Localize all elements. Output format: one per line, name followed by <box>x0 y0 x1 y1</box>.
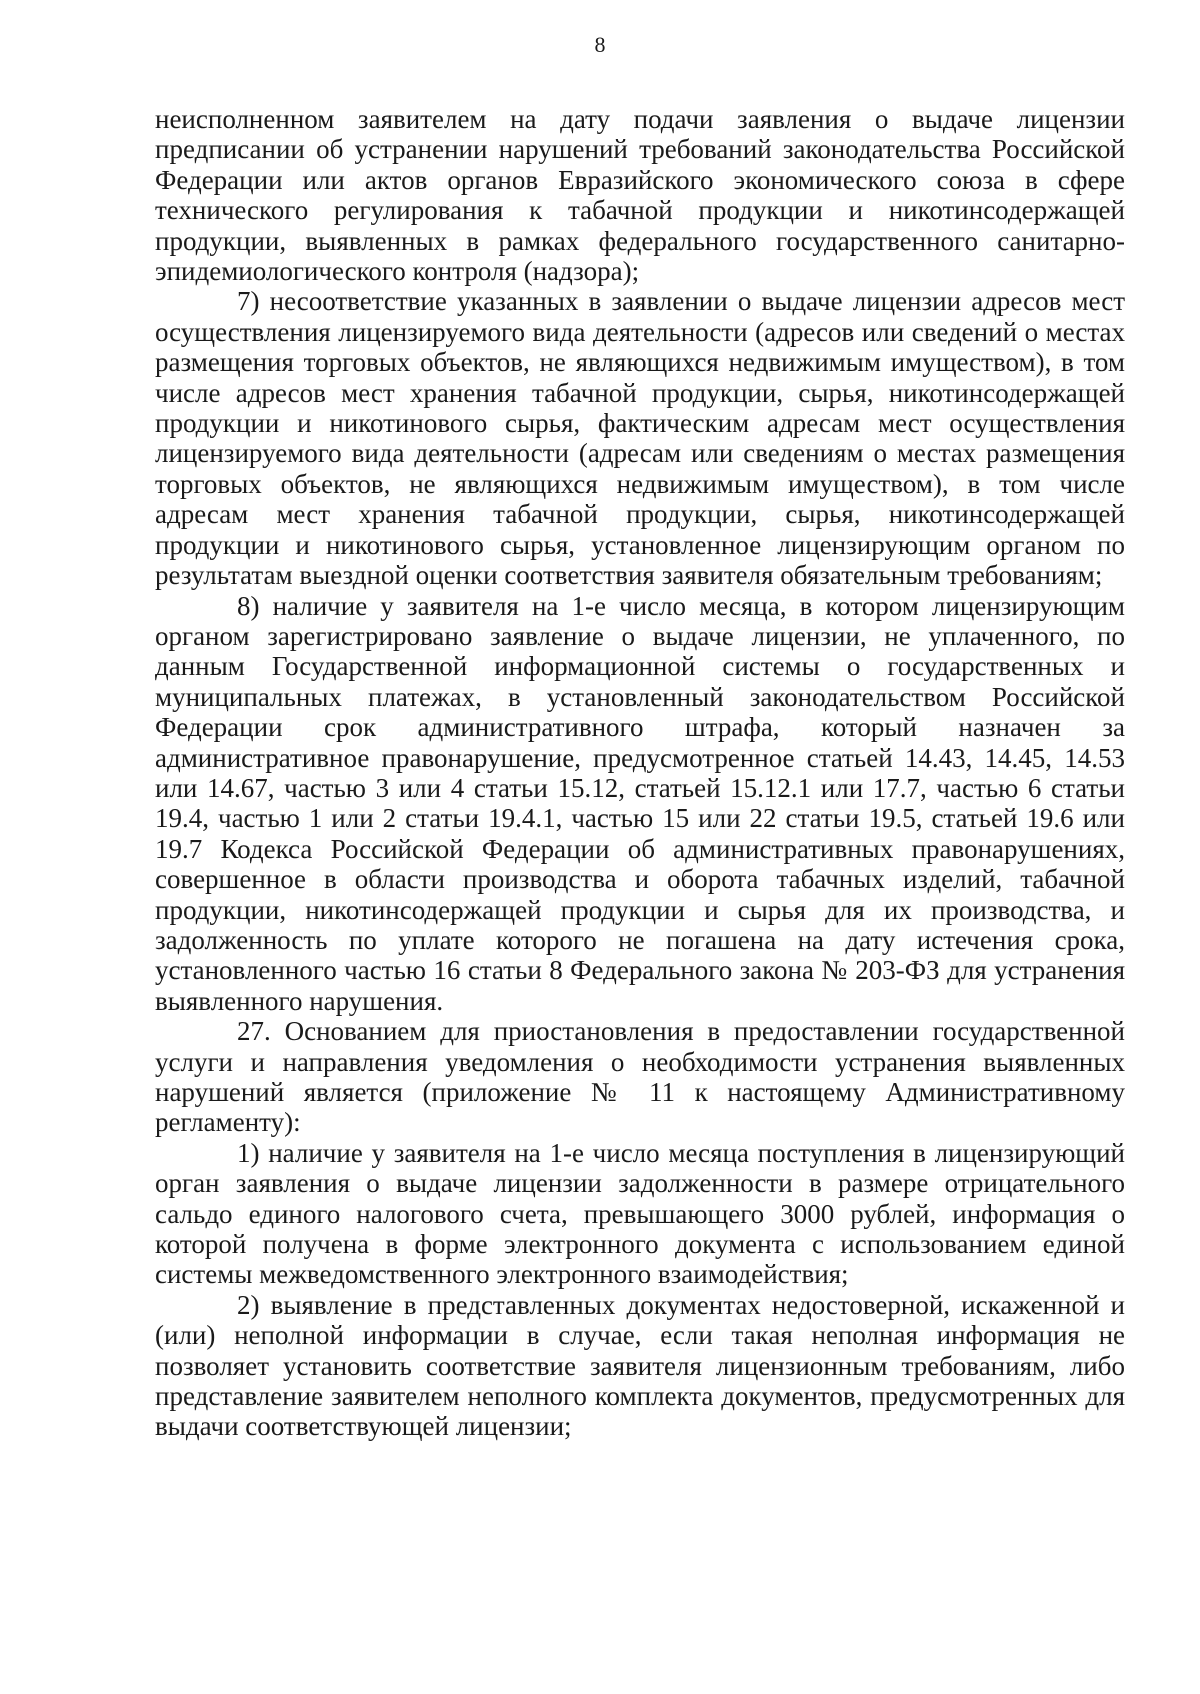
paragraph-item-7: 7) несоответствие указанных в заявлении о выдаче лицензии адресов мест осуществления лицензируемого вида деятельности (адресов или сведений о местах размещения торговых объектов, не являющихся недвижимым имуществом), в том числе адресов мест хранения табачной продукции, сырья, никотинсодержащей продукции и никотинового сырья, фактическим адресам мест осуществления лицензируемого вида деятельности (адресам или сведениям о местах размещения торговых объектов, не являющихся недвижимым имуществом), в том числе адресам мест хранения табачной продукции, сырья, никотинсодержащей продукции и никотинового сырья, установленное лицензирующим органом по результатам выездной оценки соответствия заявителя обязательным требованиям; <box>155 286 1125 591</box>
paragraph-continuation: неисполненном заявителем на дату подачи заявления о выдаче лицензии предписании об устранении нарушений требований законодательства Российской Федерации или актов органов Евразийского экономического союза в сфере технического регулирования к табачной продукции и никотинсодержащей продукции, выявленных в рамках федерального государственного санитарно-эпидемиологического контроля (надзора); <box>155 104 1125 287</box>
paragraph-item-8: 8) наличие у заявителя на 1-е число месяца, в котором лицензирующим органом зарегистрировано заявление о выдаче лицензии, не уплаченного, по данным Государственной информационной системы о государственных и муниципальных платежах, в установленный законодательством Российской Федерации срок административного штрафа, который назначен за административное правонарушение, предусмотренное статьей 14.43, 14.45, 14.53 или 14.67, частью 3 или 4 статьи 15.12, статьей 15.12.1 или 17.7, частью 6 статьи 19.4, частью 1 или 2 статьи 19.4.1, частью 15 или 22 статьи 19.5, статьей 19.6 или 19.7 Кодекса Российской Федерации об административных правонарушениях, совершенное в области производства и оборота табачных изделий, табачной продукции, никотинсодержащей продукции и сырья для их производства, и задолженность по уплате которого не погашена на дату истечения срока, установленного частью 16 статьи 8 Федерального закона № 203-ФЗ для устранения выявленного нарушения. <box>155 590 1125 1016</box>
paragraph-item-2: 2) выявление в представленных документах недостоверной, искаженной и (или) неполной информации в случае, если такая неполная информация не позволяет установить соответствие заявителя лицензионным требованиям, либо представление заявителем неполного комплекта документов, предусмотренных для выдачи соответствующей лицензии; <box>155 1289 1125 1442</box>
paragraph-item-1: 1) наличие у заявителя на 1-е число месяца поступления в лицензирующий орган заявления о выдаче лицензии задолженности в размере отрицательного сальдо единого налогового счета, превышающего 3000 рублей, информация о которой получена в форме электронного документа с использованием единой системы межведомственного электронного взаимодействия; <box>155 1137 1125 1290</box>
document-body <box>155 104 1125 1442</box>
page-number: 8 <box>594 32 606 57</box>
paragraph-section-27: 27. Основанием для приостановления в предоставлении государственной услуги и направления уведомления о необходимости устранения выявленных нарушений является (приложение № 11 к настоящему Административному регламенту): <box>155 1016 1125 1138</box>
